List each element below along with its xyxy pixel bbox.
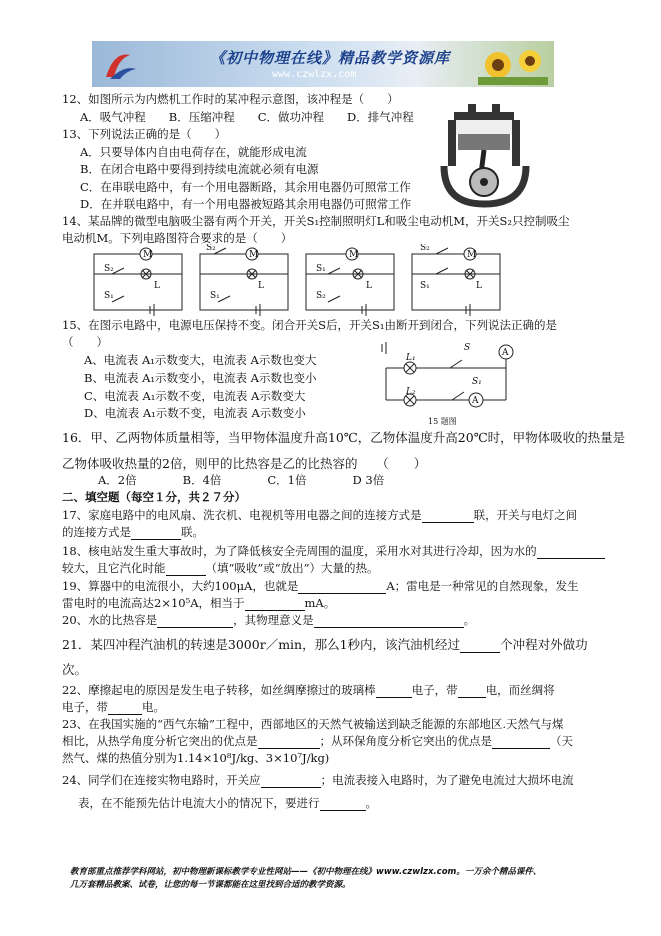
q15-option-b: B、电流表 A₁示数变小，电流表 A示数也变小 (84, 371, 317, 385)
q19-text-a: 19、算器中的电流很小，大约100μA，也就是 (62, 579, 299, 593)
q18-blank-1[interactable] (537, 547, 605, 559)
q19-blank-2[interactable] (245, 599, 305, 611)
q14-c1-s1-label: S₁ (104, 291, 114, 301)
q24-text-a: 24、同学们在连接实物电路时，开关应 (62, 773, 261, 787)
sunflower-icon (478, 43, 548, 85)
q18-text-b: 较大，且它汽化时能 (62, 561, 166, 575)
q17-blank-2[interactable] (131, 528, 181, 540)
engine-diagram-icon (440, 104, 532, 208)
q19-line2 (62, 596, 335, 611)
q20-text-a: 20、水的比热容是 (62, 613, 158, 627)
q13-stem: 13、下列说法正确的是（ ） (62, 127, 227, 141)
q18-text-c: （填“吸收”或“放出”）大量的热。 (205, 561, 379, 575)
q14-c4-s2-label: S₂ (420, 244, 430, 253)
q15-option-d: D、电流表 A₁示数不变，电流表 A示数变小 (84, 406, 306, 420)
q22-line2 (62, 700, 165, 715)
q13-option-b: B．在闭合电路中要得到持续电流就必须有电源 (80, 162, 319, 176)
q18-blank-2[interactable] (166, 564, 206, 576)
q22-line1 (62, 683, 555, 698)
header-banner (92, 41, 554, 87)
q13-option-d: D．在并联电路中，有一个用电器被短路其余用电器仍可照常工作 (80, 197, 412, 211)
q22-text-c: 电，而丝绸将 (485, 683, 555, 697)
q15-option-c: C、电流表 A₁示数不变，电流表 A示数变大 (84, 389, 306, 403)
section-fill-blank-title: 二、填空题（每空１分，共２７分） (62, 490, 246, 504)
q15-option-a: A、电流表 A₁示数变大，电流表 A示数也变大 (84, 353, 317, 367)
q14-c4-motor-label: M (467, 250, 477, 260)
q21-line2: 次。 (62, 662, 88, 677)
q17-line1 (62, 508, 577, 523)
q15-figure-caption: 15 题图 (428, 417, 457, 426)
q17-text-d: 联。 (181, 525, 204, 539)
q20-text-b: ，其物理意义是 (233, 613, 314, 627)
q14-c4-lamp-label: L (476, 281, 482, 291)
q23-line3: 然气、煤的热值分别为1.14×10⁸J/kg、3×10⁷J/kg) (62, 751, 330, 765)
q12-stem: 12、如图所示为内燃机工作时的某冲程示意图，该冲程是（ ） (62, 92, 399, 106)
q23-text-a: 相比，从热学角度分析它突出的优点是 (62, 734, 258, 748)
q23-blank-2[interactable] (492, 737, 550, 749)
q19-text-b: A；雷电是一种常见的自然现象，发生 (386, 579, 579, 593)
site-logo-icon (100, 47, 140, 83)
q24-blank-1[interactable] (261, 776, 321, 788)
q21-text-b: 个冲程对外做功 (500, 637, 588, 652)
q21-text-a: 21．某四冲程汽油机的转速是3000r／min，那么1秒内，该汽油机经过 (62, 637, 461, 652)
q15-s1-label: S₁ (472, 377, 482, 387)
q14-line2: 电动机M。下列电路图符合要求的是（ ） (62, 231, 293, 245)
q16-options: A．2倍 B．4倍 C．1倍 D 3倍 (98, 473, 385, 487)
q17-text-b: 联，开关与电灯之间 (473, 508, 578, 522)
q15-circuit-diagram (380, 338, 520, 428)
q22-blank-3[interactable] (108, 703, 142, 715)
q17-text-a: 17、家庭电路中的电风扇、洗衣机、电视机等用电器之间的连接方式是 (62, 508, 422, 522)
q14-c2-motor-label: M (249, 250, 259, 260)
q24-text-d: 。 (365, 796, 377, 810)
q24-line1 (62, 773, 574, 788)
q23-line1: 23、在我国实施的“西气东输”工程中，西部地区的天然气被输送到缺乏能源的东部地区.天然气与煤 (62, 717, 564, 731)
q14-line1: 14、某品牌的微型电脑吸尘器有两个开关，开关S₁控制照明灯L和吸尘电动机M，开关S₂只控制吸尘 (62, 214, 570, 228)
q14-c2-s1-label: S₁ (210, 291, 220, 301)
q13-option-a: A．只要导体内自由电荷存在，就能形成电流 (80, 145, 307, 159)
q22-text-a: 22、摩擦起电的原因是发生电子转移，如丝绸摩擦过的玻璃棒 (62, 683, 376, 697)
q22-text-d: 电子，带 (62, 700, 108, 714)
q19-text-d: mA。 (304, 596, 336, 610)
q20-text-c: 。 (463, 613, 476, 627)
q14-c2-lamp-label: L (258, 281, 264, 291)
q23-text-b: ；从环保角度分析它突出的优点是 (319, 734, 492, 748)
q22-blank-1[interactable] (376, 686, 412, 698)
q15-line2: （ ） (62, 335, 108, 349)
footer-line2: 几万套精品教案、试卷，让您的每一节课都能在这里找到合适的教学资源。 (70, 880, 351, 890)
q15-l2-label: L₂ (406, 387, 416, 397)
q18-line1 (62, 544, 605, 559)
q15-ammeter-a-label: A (502, 348, 509, 358)
q24-text-b: ；电流表接入电路时，为了避免电流过大损坏电流 (320, 773, 574, 787)
q16-line1: 16．甲、乙两物体质量相等，当甲物体温度升高10℃，乙物体温度升高20℃时，甲物体吸收的热量是 (62, 430, 626, 445)
q14-c1-lamp-label: L (154, 281, 160, 291)
q24-text-c: 表，在不能预先估计电流大小的情况下，要进行 (78, 796, 320, 810)
q14-c3-motor-label: M (349, 250, 359, 260)
q22-blank-2[interactable] (458, 686, 486, 698)
q20-blank-2[interactable] (314, 616, 464, 628)
q14-c1-motor-label: M (143, 250, 153, 260)
q22-text-b: 电子，带 (411, 683, 458, 697)
q14-circuit-diagrams (90, 244, 510, 316)
q14-c4-s1-label: S₁ (420, 281, 430, 291)
q14-c3-s1-label: S₁ (316, 264, 326, 274)
q20-line (62, 613, 475, 628)
q24-line2 (78, 796, 377, 811)
q17-text-c: 的连接方式是 (62, 525, 131, 539)
footer-line1: 教育部重点推荐学科网站，初中物理新课标教学专业性网站——《初中物理在线》www.czwlzx.com。一万余个精品课件、 (70, 867, 542, 877)
q12-options: A．吸气冲程 B．压缩冲程 C．做功冲程 D．排气冲程 (80, 110, 414, 124)
q14-c3-s2-label: S₂ (316, 291, 326, 301)
q14-c3-lamp-label: L (366, 281, 372, 291)
q17-blank-1[interactable] (422, 511, 474, 523)
q20-blank-1[interactable] (157, 616, 233, 628)
q21-blank-1[interactable] (460, 641, 500, 653)
q15-s-label: S (464, 343, 471, 353)
q17-line2 (62, 525, 204, 540)
q16-line2: 乙物体吸收热量的2倍，则甲的比热容是乙的比热容的 （ ） (62, 456, 427, 471)
q23-line2 (62, 734, 573, 749)
q15-ammeter-a1-label: A (472, 396, 479, 406)
q13-option-c: C．在串联电路中，有一个用电器断路，其余用电器仍可照常工作 (80, 180, 411, 194)
q15-line1: 15、在图示电路中，电源电压保持不变。闭合开关S后，开关S₁由断开到闭合，下列说法正确的是 (62, 318, 557, 332)
q19-text-c: 雷电时的电流高达2×10⁵A，相当于 (62, 596, 245, 610)
q18-text-a: 18、核电站发生重大事故时，为了降低核安全壳周围的温度，采用水对其进行冷却，因为水的 (62, 544, 537, 558)
q14-c2-s2-label: S₂ (206, 244, 216, 253)
q14-c1-s2-label: S₂ (104, 264, 114, 274)
q23-blank-1[interactable] (258, 737, 320, 749)
banner-url[interactable]: www.czwlzx.com (272, 69, 357, 80)
q19-line1 (62, 579, 579, 594)
q23-text-c: （天 (550, 734, 573, 748)
q21-line1 (62, 637, 588, 653)
q22-text-e: 电。 (142, 700, 165, 714)
q18-line2 (62, 561, 379, 576)
q15-l1-label: L₁ (406, 353, 416, 363)
q24-blank-2[interactable] (320, 799, 366, 811)
banner-title: 《初中物理在线》精品教学资源库 (210, 49, 451, 67)
q19-blank-1[interactable] (298, 582, 386, 594)
